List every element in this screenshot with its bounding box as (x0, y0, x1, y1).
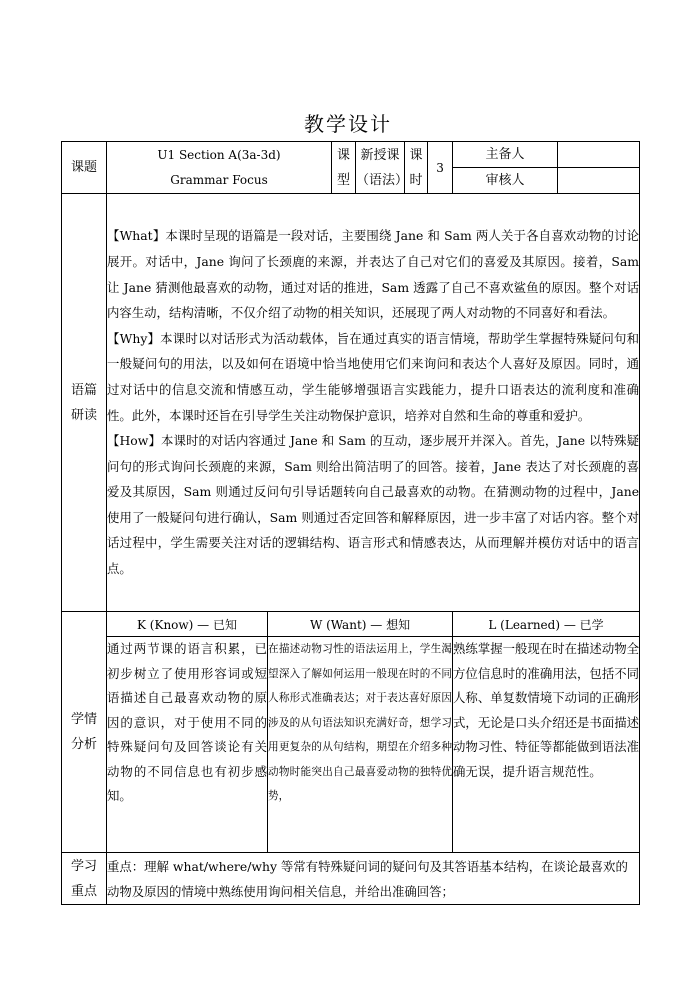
text-analysis-label-a: 语篇 (70, 382, 97, 398)
text-analysis-content (107, 194, 640, 612)
learner-analysis-label-b: 分析 (70, 737, 97, 752)
topic-line-2: Grammar Focus (170, 172, 268, 187)
reviewer-value (558, 168, 640, 194)
hours-label-a: 课 (409, 147, 423, 163)
want-cell: 在描述动物习性的语法运用上，学生渴望深入了解如何运用一般现在时的不同人称形式准确表达；对于表达喜好原因涉及的从句语法知识充满好奇，想学习用更复杂的从句结构，期望在介绍多种动物时能突出自己最喜爱动物的独特优势， (268, 637, 453, 853)
text-analysis-label (62, 194, 107, 612)
topic-value (107, 142, 332, 194)
want-column-header: W (Want) — 想知 (268, 612, 453, 637)
hours-value: 3 (428, 142, 453, 194)
learned-column-header: L (Learned) — 已学 (453, 612, 640, 637)
key-points-content: 重点：理解 what/where/why 等常有特殊疑问词的疑问句及其答语基本结构，在谈论最喜欢的动物及原因的情境中熟练使用询问相关信息，并给出准确回答； (107, 853, 640, 905)
type-label (332, 142, 356, 194)
text-analysis-label-b: 研读 (70, 407, 97, 423)
topic-label: 课题 (62, 142, 107, 194)
know-column-header: K (Know) — 已知 (107, 612, 268, 637)
lesson-plan-table (61, 141, 640, 905)
type-value (356, 142, 409, 194)
what-paragraph: 【What】本课时呈现的语篇是一段对话，主要围绕 Jane 和 Sam 两人关于各自喜欢动物的讨论展开。对话中，Jane 询问了长颈鹿的来源，并表达了自己对它们的喜爱及其原因。接着，Sam 让 Jane 猜测他最喜欢的动物，通过对话的推进，Sam 透露了自己不喜欢鲨鱼的原因。整个对话内容生动，结构清晰，不仅介绍了动物的相关知识，还展现了两人对动物的不同喜好和看法。 (107, 228, 640, 321)
key-points-label-a: 学习 (70, 858, 97, 874)
hours-label-b: 时 (409, 172, 423, 188)
know-cell: 通过两节课的语言积累，已初步树立了使用形容词或短语描述自己最喜欢动物的原因的意识，对于使用不同的特殊疑问句及回答谈论有关动物的不同信息也有初步感知。 (107, 637, 268, 853)
learned-cell: 熟练掌握一般现在时在描述动物全方位信息时的准确用法，包括不同人称、单复数情境下动词的正确形式，无论是口头介绍还是书面描述动物习性、特征等都能做到语法准确无误，提升语言规范性。 (453, 637, 640, 853)
type-label-a: 课 (337, 147, 351, 163)
why-paragraph: 【Why】本课时以对话形式为活动载体，旨在通过真实的语言情境，帮助学生掌握特殊疑问句和一般疑问句的用法，以及如何在语境中恰当地使用它们来询问和表达个人喜好及原因。同时，通过对话中的信息交流和情感互动，学生能够增强语言实践能力，提升口语表达的流利度和准确性。此外，本课时还旨在引导学生关注动物保护意识，培养对自然和生命的尊重和爱护。 (107, 330, 640, 423)
type-value-b: （语法） (356, 172, 409, 188)
key-points-label (62, 853, 107, 905)
learner-analysis-label-a: 学情 (70, 712, 97, 727)
key-points-label-b: 重点 (70, 883, 97, 899)
preparer-label: 主备人 (453, 142, 558, 168)
learner-analysis-label (62, 612, 107, 853)
page-title: 教学设计 (304, 112, 392, 136)
preparer-value (558, 142, 640, 168)
how-paragraph: 【How】本课时的对话内容通过 Jane 和 Sam 的互动，逐步展开并深入。首先，Jane 以特殊疑问句的形式询问长颈鹿的来源，Sam 则给出简洁明了的回答。接着，Jane 表达了对长颈鹿的喜爱及其原因，Sam 则通过反问句引导话题转向自己最喜欢的动物。在猜测动物的过程中，Jane 使用了一般疑问句进行确认，Sam 则通过否定回答和解释原因，进一步丰富了对话内容。整个对话过程中，学生需要关注对话的逻辑结构、语言形式和情感表达，从而理解并模仿对话中的语言点。 (107, 433, 640, 577)
reviewer-label: 审核人 (453, 168, 558, 194)
topic-line-1: U1 Section A(3a-3d) (157, 147, 281, 162)
type-label-b: 型 (337, 172, 351, 188)
type-value-a: 新授课 (360, 147, 400, 163)
